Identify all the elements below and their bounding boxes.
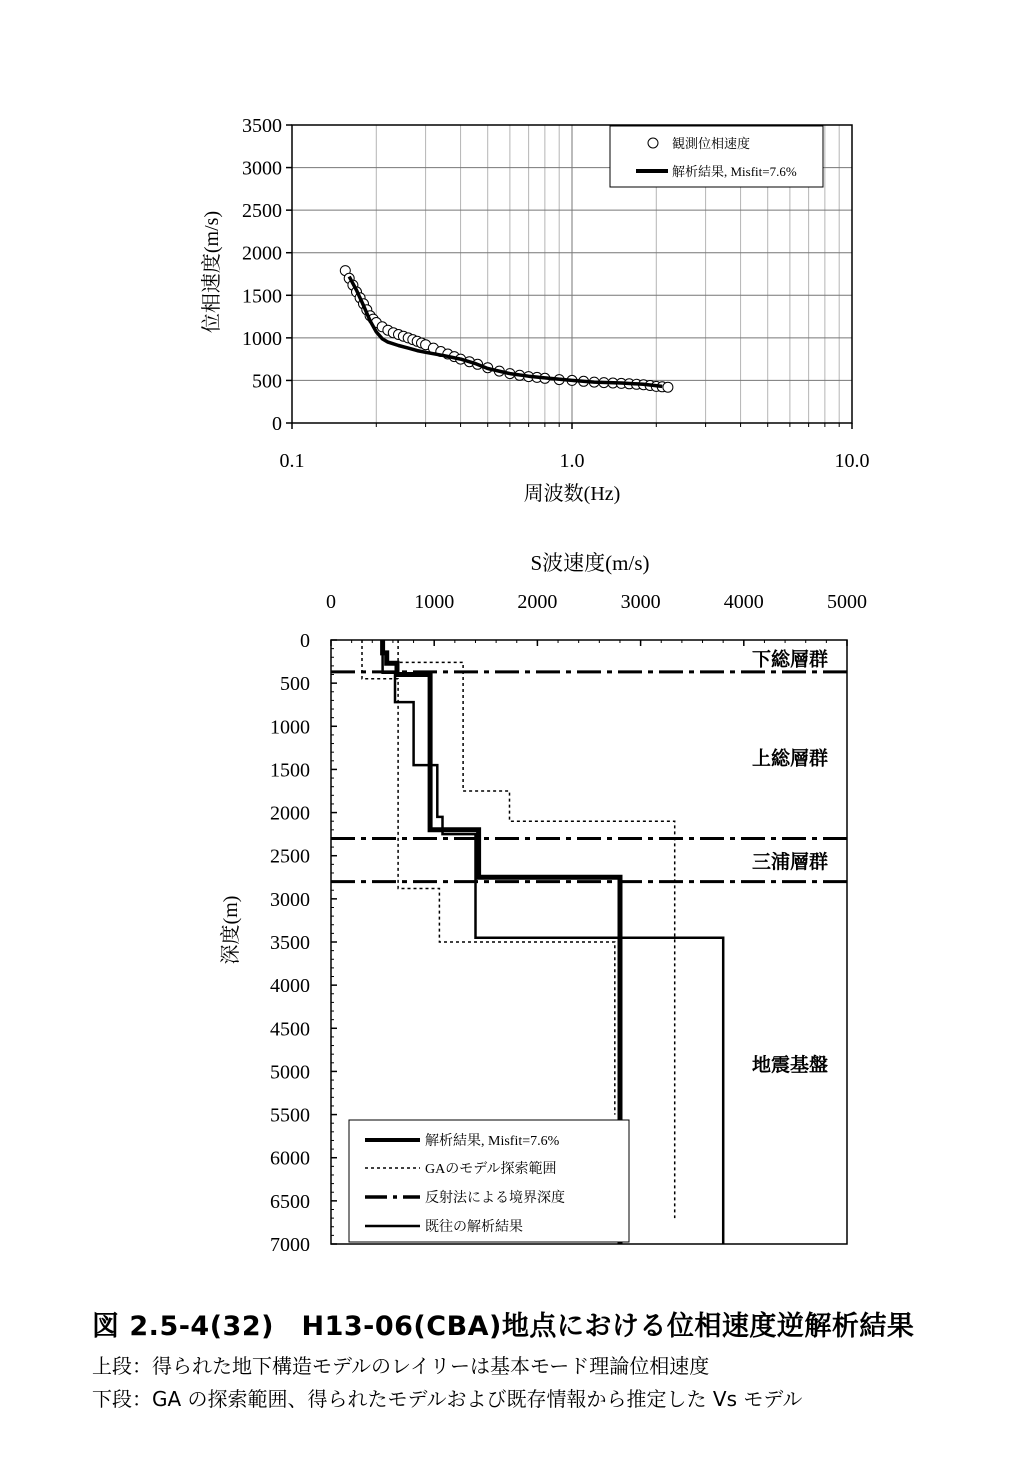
legend-label-ga-range: GAのモデル探索範囲 — [425, 1162, 557, 1177]
y-tick-label: 3000 — [242, 157, 282, 180]
y-tick-label: 5500 — [270, 1104, 310, 1127]
legend — [349, 1120, 629, 1242]
y-tick-label: 3500 — [270, 932, 310, 954]
y-tick-label: 1000 — [242, 327, 282, 350]
y-tick-label: 2500 — [270, 845, 310, 868]
legend-circle-marker — [648, 138, 658, 148]
figure-caption-upper: 上段：得られた地下構造モデルのレイリーは基本モード理論位相速度 — [92, 1354, 710, 1378]
x-tick-labels — [326, 591, 867, 646]
x-tick-label: 10.0 — [834, 450, 870, 472]
y-tick-label: 5000 — [270, 1061, 310, 1084]
y-tick-label: 2000 — [242, 242, 282, 265]
y-tick-label: 3000 — [270, 888, 310, 911]
x-tick-label: 3000 — [620, 591, 661, 613]
x-tick-label: 2000 — [517, 591, 558, 613]
y-tick-label: 0 — [300, 630, 310, 652]
y-tick-label: 7000 — [270, 1234, 310, 1256]
figure-caption-title: 図 2.5-4(32) H13-06(CBA)地点における位相速度逆解析結果 — [92, 1311, 915, 1342]
legend-label-result: 解析結果, Misfit=7.6% — [425, 1134, 560, 1149]
layer-label: 地震基盤 — [751, 1053, 828, 1076]
x-tick-label: 5000 — [827, 591, 867, 613]
legend-label-previous: 既往の解析結果 — [425, 1220, 523, 1235]
y-tick-label: 2500 — [242, 200, 282, 223]
x-tick-label: 4000 — [723, 591, 764, 613]
legend-label-observed: 観測位相速度 — [672, 136, 751, 151]
y-tick-label: 6500 — [270, 1190, 310, 1213]
y-tick-label: 500 — [252, 370, 282, 393]
layer-label: 三浦層群 — [751, 851, 828, 874]
legend-label-boundary: 反射法による境界深度 — [425, 1191, 565, 1206]
y-tick-labels — [270, 630, 337, 1256]
y-tick-label: 3500 — [242, 115, 282, 137]
y-tick-label: 6000 — [270, 1147, 310, 1170]
layer-labels — [752, 647, 828, 1076]
observed-point — [663, 382, 673, 392]
x-tick-label: 0 — [326, 591, 336, 613]
vs-profile-chart — [0, 540, 1036, 1280]
y-tick-label: 0 — [272, 413, 282, 435]
x-axis-label: 周波数(Hz) — [523, 483, 621, 505]
y-tick-label: 2000 — [270, 802, 310, 825]
y-tick-label: 500 — [280, 673, 310, 696]
layer-label: 上総層群 — [751, 747, 828, 770]
legend-label-result: 解析結果, Misfit=7.6% — [672, 164, 797, 179]
figure-caption-lower: 下段：GA の探索範囲、得られたモデルおよび既存情報から推定した Vs モデル — [92, 1387, 803, 1411]
y-axis-label: 位相速度(m/s) — [201, 210, 223, 334]
x-tick-labels — [280, 423, 870, 472]
y-axis-label: 深度(m) — [220, 895, 242, 965]
legend — [610, 126, 823, 187]
x-tick-label: 1.0 — [559, 450, 585, 472]
y-tick-label: 4500 — [270, 1018, 310, 1041]
layer-label: 下総層群 — [751, 648, 828, 671]
y-tick-label: 1000 — [270, 716, 310, 739]
x-tick-label: 0.1 — [279, 450, 305, 472]
x-axis-label: S波速度(m/s) — [530, 551, 650, 575]
y-tick-label: 4000 — [270, 975, 310, 998]
y-tick-label: 1500 — [242, 285, 282, 308]
x-tick-label: 1000 — [414, 591, 455, 613]
y-tick-labels — [242, 115, 292, 435]
y-tick-label: 1500 — [270, 759, 310, 782]
phase-velocity-chart — [0, 0, 1036, 530]
